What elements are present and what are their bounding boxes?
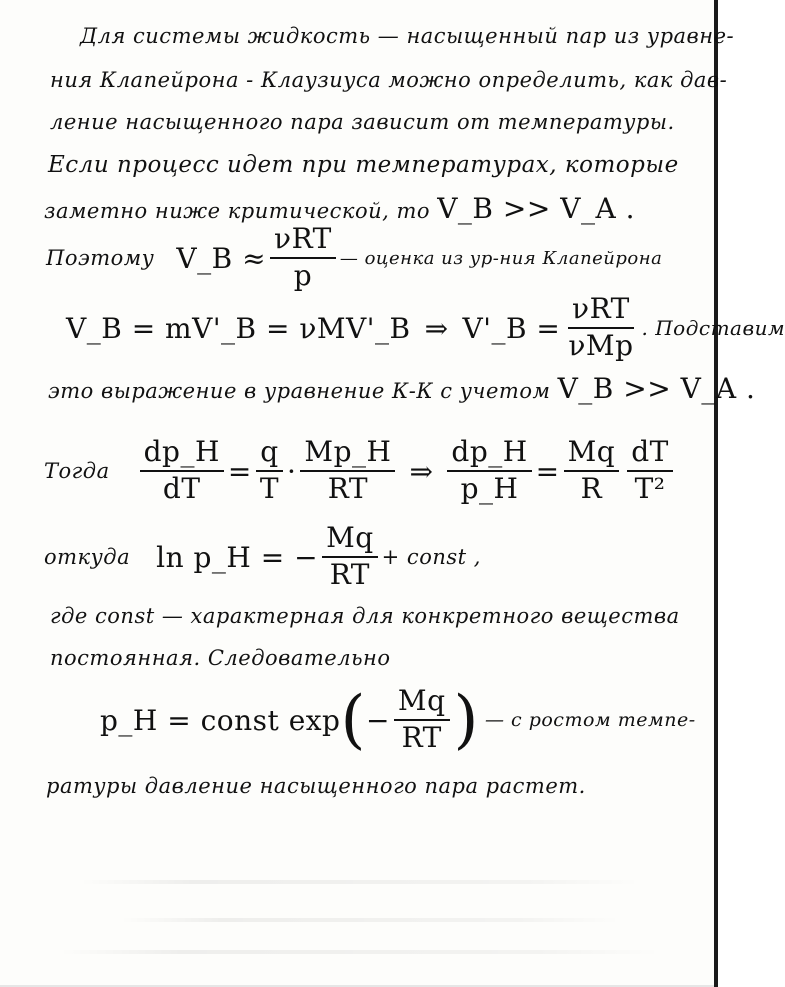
line7-denominator: νMp xyxy=(568,329,634,362)
line10-lead: откуда xyxy=(44,545,131,569)
line6-fraction xyxy=(270,224,336,292)
f1-numerator: dp_H xyxy=(140,437,224,472)
f2-numerator: q xyxy=(256,437,282,472)
line10-numerator: Mq xyxy=(322,523,378,558)
f3-numerator: Mp_H xyxy=(300,437,395,472)
bleed-through-mark xyxy=(60,950,660,954)
line9-arrow: ⇒ xyxy=(409,454,434,488)
line7-fraction xyxy=(564,294,637,362)
line7-arrow: ⇒ xyxy=(424,311,449,345)
line13-tail: — с ростом темпе- xyxy=(484,709,696,731)
text-line-11: где const — характерная для конкретного вещества xyxy=(50,604,680,628)
text-line-4: Если процесс идет при температурах, которые xyxy=(48,152,679,178)
line9-lead: Тогда xyxy=(44,459,110,483)
line9-fraction-1 xyxy=(140,437,224,505)
f1-denominator: dT xyxy=(162,472,201,505)
line8-relation: V_B >> V_A . xyxy=(557,372,756,405)
line6-tail: — оценка из ур-ния Клапейрона xyxy=(339,247,663,269)
line13-open-paren: ( xyxy=(340,683,366,757)
line13-lhs: p_H = const exp xyxy=(100,703,341,737)
text-line-5 xyxy=(44,192,694,225)
text-line-1: Для системы жидкость — насыщенный пар из уравне- xyxy=(80,24,735,48)
text-line-9 xyxy=(44,436,694,506)
text-line-7 xyxy=(66,292,785,362)
line10-lhs: ln p_H = − xyxy=(156,540,319,574)
f2-denominator: T xyxy=(259,472,280,505)
line7-tail: . Подставим xyxy=(641,316,785,340)
bleed-through-mark xyxy=(80,880,640,884)
line13-denominator: RT xyxy=(401,721,442,754)
line13-fraction xyxy=(394,686,450,754)
f6-numerator: dT xyxy=(627,437,673,472)
line6-lead: Поэтому xyxy=(46,246,155,270)
line9-dot: · xyxy=(287,454,297,488)
line13-close-paren: ) xyxy=(453,683,479,757)
f6-denominator: T² xyxy=(634,472,666,505)
line6-denominator: p xyxy=(293,259,313,292)
bleed-through-mark xyxy=(120,918,620,922)
line9-fraction-5 xyxy=(564,437,620,505)
text-line-14: ратуры давление насыщенного пара растет. xyxy=(46,774,586,798)
f4-denominator: p_H xyxy=(460,472,519,505)
text-line-6 xyxy=(46,222,696,292)
f3-denominator: RT xyxy=(327,472,369,505)
line10-tail: + const , xyxy=(381,545,481,569)
line5-text: заметно ниже критической, то xyxy=(44,199,438,223)
line9-equals-2: = xyxy=(535,454,560,488)
f4-numerator: dp_H xyxy=(447,437,531,472)
line10-fraction xyxy=(322,523,378,591)
text-line-3: ление насыщенного пара зависит от температуры. xyxy=(50,110,675,134)
line7-numerator: νRT xyxy=(568,294,634,329)
line8-text: это выражение в уравнение К-К с учетом xyxy=(48,379,551,403)
line5-relation: V_B >> V_A . xyxy=(437,192,635,225)
text-line-2: ния Клапейрона - Клаузиуса можно определить, как дав- xyxy=(50,68,728,92)
text-line-8 xyxy=(48,372,756,405)
line9-equals: = xyxy=(227,454,252,488)
line7-mid: V'_B = xyxy=(462,311,561,345)
line10-denominator: RT xyxy=(329,558,370,591)
text-line-13 xyxy=(100,680,700,760)
line9-fraction-6 xyxy=(627,437,673,505)
line6-numerator: νRT xyxy=(270,224,336,259)
line7-lhs: V_B = mV'_B = νMV'_B xyxy=(66,311,411,345)
line9-fraction-4 xyxy=(447,437,531,505)
line13-numerator: Mq xyxy=(394,686,450,721)
line9-fraction-3 xyxy=(300,437,395,505)
text-line-10 xyxy=(44,522,694,592)
text-line-12: постоянная. Следовательно xyxy=(50,646,391,670)
line9-fraction-2 xyxy=(256,437,283,505)
line6-lhs: V_B ≈ xyxy=(176,241,267,275)
f5-denominator: R xyxy=(580,472,603,505)
line13-minus: − xyxy=(365,703,390,737)
f5-numerator: Mq xyxy=(564,437,620,472)
